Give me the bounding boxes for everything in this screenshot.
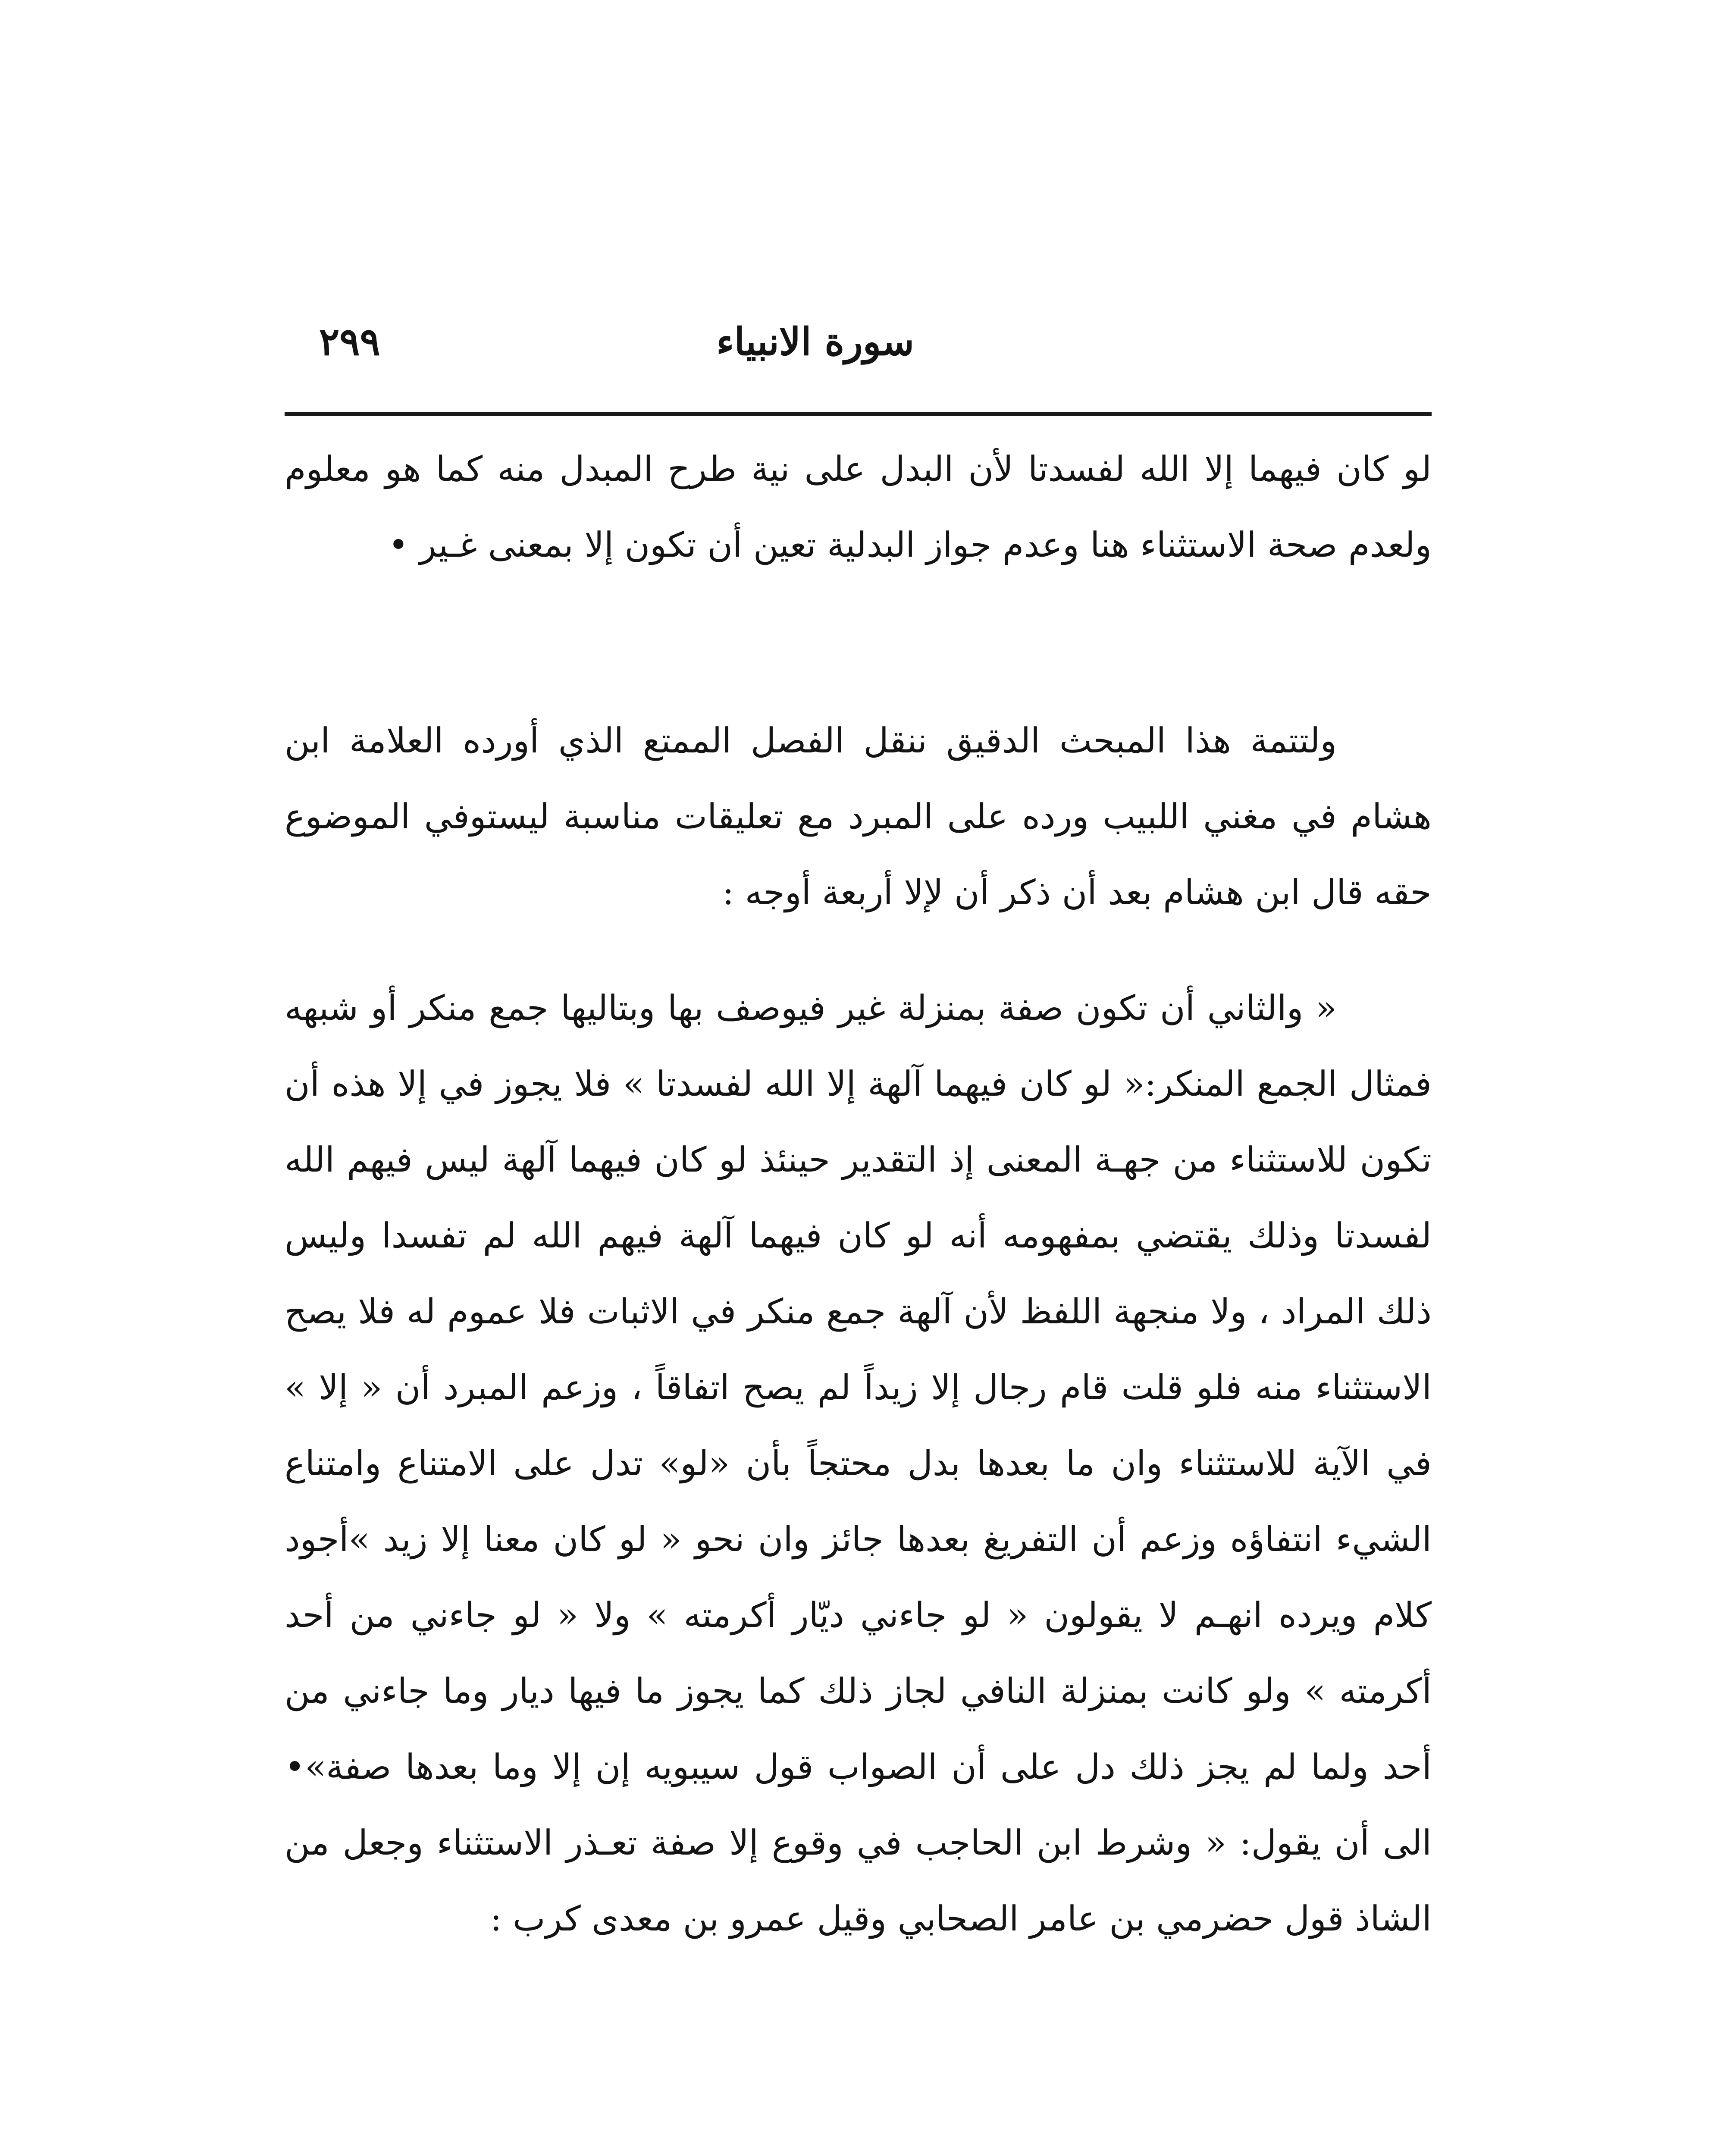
header-rule	[285, 412, 1432, 416]
page-header	[285, 302, 1432, 379]
paragraph-2: ولتتمة هذا المبحث الدقيق ننقل الفصل الممتع الذي أورده العلامة ابن هشام في مغني اللبيب ورده على المبرد مع تعليقات مناسبة ليستوفي الموضوع حقه قال ابن هشام بعد أن ذكر أن لإلا أربعة أوجه :	[285, 721, 1432, 912]
paragraph-3-quotation: « والثاني أن تكون صفة بمنزلة غير فيوصف بها وبتاليها جمع منكر أو شبهه فمثال الجمع المنكر:« لو كان فيهما آلهة إلا الله لفسدتا » فلا يجوز في إلا هذه أن تكون للاستثناء من جهـة المعنى إذ التقدير حينئذ لو كان فيهما آلهة ليس فيهم الله لفسدتا وذلك يقتضي بمفهومه أنه لو كان فيهما آلهة فيهم الله لم تفسدا وليس ذلك المراد ، ولا منجهة اللفظ لأن آلهة جمع منكر في الاثبات فلا عموم له فلا يصح الاستثناء منه فلو قلت قام رجال إلا زيداً لم يصح اتفاقاً ، وزعم المبرد أن « إلا » في الآية للاستثناء وان ما بعدها بدل محتجاً بأن «لو» تدل على الامتناع وامتناع الشيء انتفاؤه وزعم أن التفريغ بعدها جائز وان نحو « لو كان معنا إلا زيد »أجود كلام ويرده انهـم لا يقولون « لو جاءني ديّار أكرمته » ولا « لو جاءني من أحد أكرمته » ولو كانت بمنزلة النافي لجاز ذلك كما يجوز ما فيها ديار وما جاءني من أحد ولما لم يجز ذلك دل على أن الصواب قول سيبويه إن إلا وما بعدها صفة»• الى أن يقول: « وشرط ابن الحاجب في وقوع إلا صفة تعـذر الاستثناء وجعل من الشاذ قول حضرمي بن عامر الصحابي وقيل عمرو بن معدى كرب :	[285, 988, 1432, 1939]
page-number: ٢٩٩	[319, 319, 380, 364]
paragraph-1: لو كان فيهما إلا الله لفسدتا لأن البدل على نية طرح المبدل منه كما هو معلوم ولعدم صحة الاستثناء هنا وعدم جواز البدلية تعين أن تكون إلا بمعنى غـير •	[285, 449, 1432, 565]
page-title: سورة الانبياء	[716, 319, 914, 364]
